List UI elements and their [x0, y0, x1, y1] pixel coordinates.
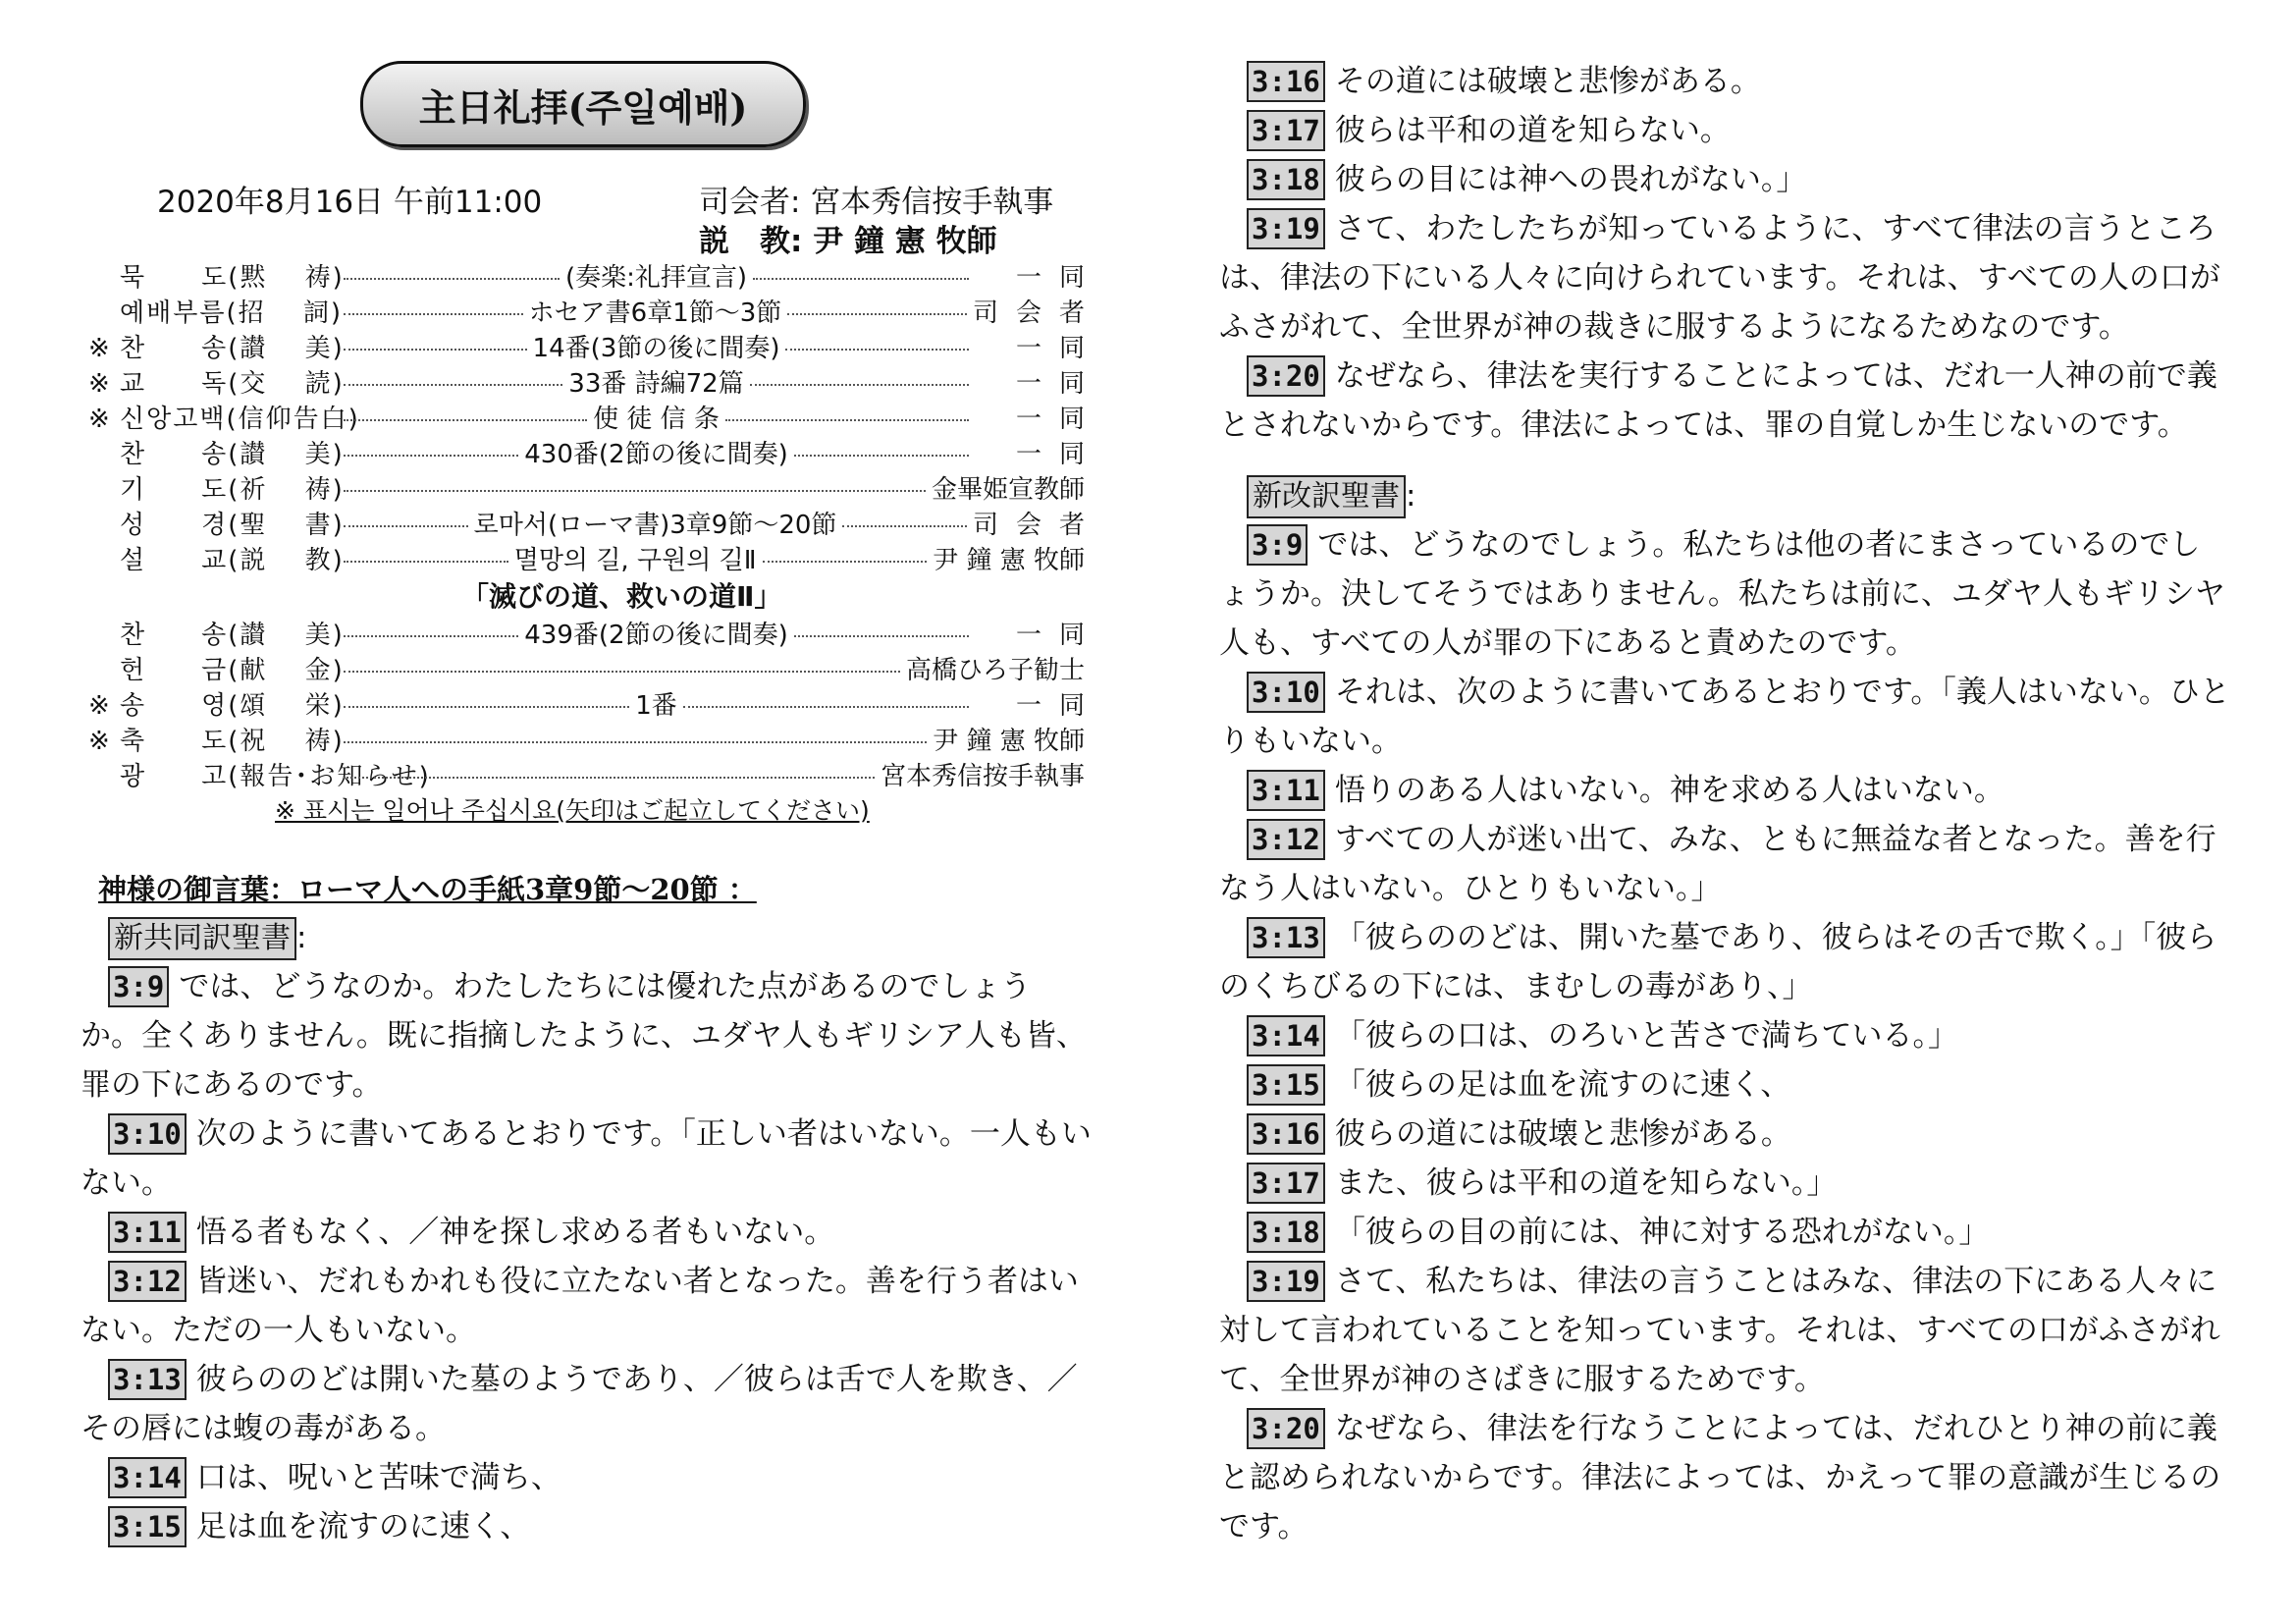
verse	[1219, 815, 2230, 913]
order-item	[88, 399, 1103, 434]
shinkaiyaku-label-line: 新改訳聖書 :	[1247, 471, 2230, 520]
order-item-responsible: 一同	[1015, 263, 1102, 293]
dot-leader	[344, 777, 875, 779]
dot-leader	[344, 561, 508, 563]
dot-leader	[344, 706, 629, 708]
shinkyodo-column-right	[1219, 57, 2230, 450]
verse-text: なぜなら、律法を行なうことによっては、だれひとり神の前に義と認められないからです。律法によっては、かえって罪の意識が生じるのです。	[1219, 1411, 2221, 1544]
order-item	[88, 328, 1103, 363]
verse-text: なぜなら、律法を実行することによっては、だれ一人神の前で義とされないからです。律法によっては、罪の自覚しか生じないのです。	[1219, 358, 2217, 443]
verse	[1219, 1257, 2230, 1404]
stand-mark: ※	[88, 691, 110, 721]
order-item-name: 예배부름(招 詞)	[120, 298, 344, 328]
order-list	[88, 257, 1103, 575]
order-item	[88, 293, 1102, 328]
order-item-content: 1番	[635, 691, 677, 721]
order-item-content: 439番(2節の後に間奏)	[524, 621, 788, 650]
verse	[1219, 520, 2230, 668]
shinkyodo-label-line: 新共同訳聖書 :	[108, 913, 1092, 962]
verse-number: 3:18	[1247, 1212, 1325, 1253]
verse-number: 3:18	[1247, 159, 1325, 200]
verse-text: 彼らののどは開いた墓のようであり、／彼らは舌で人を欺き、／その唇には蝮の毒がある。	[80, 1362, 1078, 1446]
stand-note: ※ 표시는 일어나 주십시요(矢印はご起立してください)	[275, 796, 870, 825]
order-item-content: 로마서(ローマ書)3章9節～20節	[473, 511, 837, 540]
verse-number: 3:9	[1247, 524, 1308, 566]
verse-text: さて、わたしたちが知っているように、すべて律法の言うところは、律法の下にいる人々に向けられています。それは、すべての人の口がふさがれて、全世界が神の裁きに服するようになるためなのです。	[1219, 211, 2220, 345]
preacher: 説 教: 尹 鐘 憲 牧師	[699, 224, 997, 259]
order-item-name: 신앙고백(信仰告白)	[120, 405, 360, 434]
verse	[1219, 1060, 2230, 1110]
order-item	[88, 434, 1102, 469]
verse-text: 口は、呪いと苦味で満ち、	[195, 1460, 561, 1495]
verse-text: 彼らの目には神への畏れがない。」	[1334, 162, 1807, 197]
verse	[80, 1355, 1092, 1453]
verse-number: 3:19	[1247, 1261, 1325, 1302]
shinkyodo-column-left	[80, 913, 1092, 1551]
verse-text: では、どうなのでしょう。私たちは他の者にまさっているのでしょうか。決してそうではありません。私たちは前に、ユダヤ人もギリシヤ人も、すべての人が罪の下にあると責めたのです。	[1219, 527, 2225, 661]
order-item-name: 헌 금(献 金)	[120, 656, 345, 685]
verse-number: 3:20	[1247, 355, 1325, 397]
verse-text: 次のように書いてあるとおりです。「正しい者はいない。一人もいない。	[80, 1116, 1092, 1201]
dot-leader	[794, 455, 969, 457]
shinkaiyaku-label: 新改訳聖書	[1247, 475, 1406, 518]
verse-text: それは、次のように書いてあるとおりです。「義人はいない。ひとりもいない。	[1219, 675, 2230, 759]
verse-number: 3:19	[1247, 208, 1325, 249]
order-item	[88, 257, 1102, 293]
verse-text: その道には破壊と悲惨がある。	[1334, 64, 1761, 99]
order-item-name: 찬 송(讃 美)	[120, 621, 345, 650]
verse-number: 3:9	[108, 966, 169, 1007]
verse-number: 3:10	[108, 1113, 187, 1155]
verse	[1219, 1404, 2230, 1551]
verse	[1219, 204, 2230, 352]
order-item-content: 使 徒 信 条	[593, 405, 720, 434]
order-item	[88, 363, 1102, 399]
verse	[1219, 1159, 2230, 1208]
dot-leader	[787, 313, 967, 315]
order-item-responsible: 一同	[1016, 405, 1103, 434]
shinkyodo-label: 新共同訳聖書	[108, 917, 296, 960]
officiant: 司会者: 宮本秀信按手執事	[699, 185, 1054, 220]
order-item-name: 광 고(報告･お知らせ)	[120, 762, 431, 791]
verse	[1219, 668, 2230, 766]
verse-list	[80, 962, 1092, 1551]
order-item	[88, 615, 1102, 650]
verse-number: 3:12	[108, 1261, 187, 1302]
order-item	[88, 721, 1085, 756]
verse-number: 3:20	[1247, 1408, 1325, 1449]
verse	[1219, 57, 2230, 106]
order-item-responsible: 一同	[1015, 440, 1102, 469]
dot-leader	[344, 313, 523, 315]
verse-text: また、彼らは平和の道を知らない。」	[1334, 1165, 1838, 1201]
verse	[1219, 913, 2230, 1011]
sermon-title: 「滅びの道、救いの道Ⅱ」	[461, 580, 782, 613]
verse-text: さて、私たちは、律法の言うことはみな、律法の下にある人々に対して言われていることを知っています。それは、すべての口がふさがれて、全世界が神のさばきに服するためです。	[1219, 1264, 2220, 1397]
order-item-responsible: 司会者	[972, 298, 1102, 328]
order-item-responsible: 尹 鐘 憲 牧師	[933, 727, 1085, 756]
service-datetime: 2020年8月16日 午前11:00	[157, 185, 543, 220]
verse-number: 3:11	[1247, 770, 1325, 811]
verse-text: 皆迷い、だれもかれも役に立たない者となった。善を行う者はいない。ただの一人もいない。	[80, 1264, 1079, 1348]
verse	[80, 1110, 1092, 1208]
order-item-name: 찬 송(讃 美)	[120, 440, 345, 469]
dot-leader	[344, 671, 900, 673]
order-item	[88, 685, 1103, 721]
order-item-name: 묵 도(黙 祷)	[120, 263, 345, 293]
order-item-content: 33番 詩編72篇	[568, 369, 744, 399]
verse	[1219, 1110, 2230, 1159]
verse-number: 3:14	[108, 1457, 187, 1498]
verse-number: 3:16	[1247, 1113, 1325, 1155]
verse-text: 彼らは平和の道を知らない。	[1334, 113, 1731, 148]
dot-leader	[344, 490, 926, 492]
dot-leader	[683, 706, 969, 708]
order-item-responsible: 金畢姫宣教師	[931, 475, 1085, 505]
verse-number: 3:16	[1247, 61, 1325, 102]
order-item-content: 430番(2節の後に間奏)	[524, 440, 788, 469]
stand-mark: ※	[88, 369, 110, 399]
dot-leader	[794, 635, 969, 637]
dot-leader	[753, 278, 969, 280]
verse-text: 悟りのある人はいない。神を求める人はいない。	[1334, 773, 2004, 808]
order-item-responsible: 一同	[1016, 334, 1103, 363]
verse-number: 3:11	[108, 1212, 187, 1253]
verse-text: 「彼らののどは、開いた墓であり、彼らはその舌で欺く。」「彼らのくちびるの下には、まむしの毒があり、」	[1219, 920, 2217, 1004]
dot-leader	[344, 419, 587, 421]
verse-text: 「彼らの口は、のろいと苦さで満ちている。」	[1334, 1018, 1959, 1054]
order-item-name: 찬 송(讃 美)	[120, 334, 345, 363]
order-item-content: 14番(3節の後に間奏)	[532, 334, 780, 363]
order-item	[88, 469, 1085, 505]
dot-leader	[842, 525, 967, 527]
verse-number: 3:10	[1247, 672, 1325, 713]
dot-leader	[344, 455, 518, 457]
order-item-name: 성 경(聖 書)	[120, 511, 345, 540]
dot-leader	[763, 561, 928, 563]
verse	[80, 1453, 1092, 1502]
order-item-name: 교 독(交 読)	[120, 369, 345, 399]
stand-mark: ※	[88, 334, 110, 363]
verse	[80, 1502, 1092, 1551]
verse-text: 「彼らの足は血を流すのに速く、	[1334, 1067, 1791, 1103]
scripture-heading: 神様の御言葉：ローマ人への手紙3章9節～20節 ：	[98, 873, 757, 906]
verse-text: すべての人が迷い出て、みな、ともに無益な者となった。善を行なう人はいない。ひとりもいない。」	[1219, 822, 2216, 906]
verse	[80, 962, 1092, 1110]
dot-leader	[750, 384, 969, 386]
shinkaiyaku-column	[1219, 471, 2230, 1551]
dot-leader	[344, 349, 527, 351]
dot-leader	[344, 741, 927, 743]
verse	[80, 1208, 1092, 1257]
order-item-name: 송 영(頌 栄)	[120, 691, 345, 721]
order-item-name: 설 교(説 教)	[120, 546, 345, 575]
verse	[1219, 1208, 2230, 1257]
dot-leader	[725, 419, 969, 421]
verse	[1219, 766, 2230, 815]
verse-number: 3:17	[1247, 110, 1325, 151]
order-item-responsible: 一同	[1015, 621, 1102, 650]
verse-text: 悟る者もなく、／神を探し求める者もいない。	[195, 1215, 835, 1250]
dot-leader	[344, 384, 562, 386]
verse	[1219, 155, 2230, 204]
order-item	[88, 756, 1085, 791]
order-item-content: ホセア書6章1節～3節	[528, 298, 782, 328]
order-item-responsible: 宮本秀信按手執事	[880, 762, 1085, 791]
verse-number: 3:14	[1247, 1015, 1325, 1056]
order-item-content: 멸망의 길, 구원의 길Ⅱ	[513, 546, 757, 575]
verse-list	[1219, 57, 2230, 450]
order-list-after	[88, 615, 1103, 791]
verse-number: 3:13	[1247, 917, 1325, 958]
verse-text: 足は血を流すのに速く、	[195, 1509, 531, 1544]
order-item	[88, 505, 1103, 540]
dot-leader	[344, 525, 468, 527]
verse-text: 彼らの道には破壊と悲惨がある。	[1334, 1116, 1791, 1152]
order-item-name: 축 도(祝 祷)	[120, 727, 345, 756]
order-item-content: (奏楽:礼拝宣言)	[564, 263, 748, 293]
verse-number: 3:13	[108, 1359, 187, 1400]
dot-leader	[344, 278, 560, 280]
order-item	[88, 650, 1085, 685]
verse-list	[1219, 520, 2230, 1551]
stand-mark: ※	[88, 405, 110, 434]
order-of-worship	[88, 257, 1103, 825]
verse	[1219, 106, 2230, 155]
dot-leader	[344, 635, 518, 637]
order-item-responsible: 司会者	[973, 511, 1103, 540]
verse-number: 3:15	[108, 1506, 187, 1547]
verse-number: 3:17	[1247, 1163, 1325, 1204]
order-item-responsible: 高橋ひろ子勧士	[905, 656, 1085, 685]
verse	[1219, 352, 2230, 450]
service-title: 主日礼拝(주일예배)	[360, 61, 806, 147]
order-item	[88, 540, 1085, 575]
order-item-responsible: 一同	[1015, 369, 1102, 399]
order-item-responsible: 一同	[1016, 691, 1103, 721]
order-item-responsible: 尹 鐘 憲 牧師	[933, 546, 1085, 575]
verse	[1219, 1011, 2230, 1060]
verse	[80, 1257, 1092, 1355]
verse-text: 「彼らの目の前には、神に対する恐れがない。」	[1334, 1215, 1990, 1250]
dot-leader	[785, 349, 969, 351]
order-item-name: 기 도(祈 祷)	[120, 475, 345, 505]
verse-text: では、どうなのか。わたしたちには優れた点があるのでしょうか。全くありません。既に指摘したように、ユダヤ人もギリシア人も皆、罪の下にあるのです。	[80, 969, 1087, 1103]
stand-mark: ※	[88, 727, 110, 756]
verse-number: 3:15	[1247, 1064, 1325, 1106]
verse-number: 3:12	[1247, 819, 1325, 860]
